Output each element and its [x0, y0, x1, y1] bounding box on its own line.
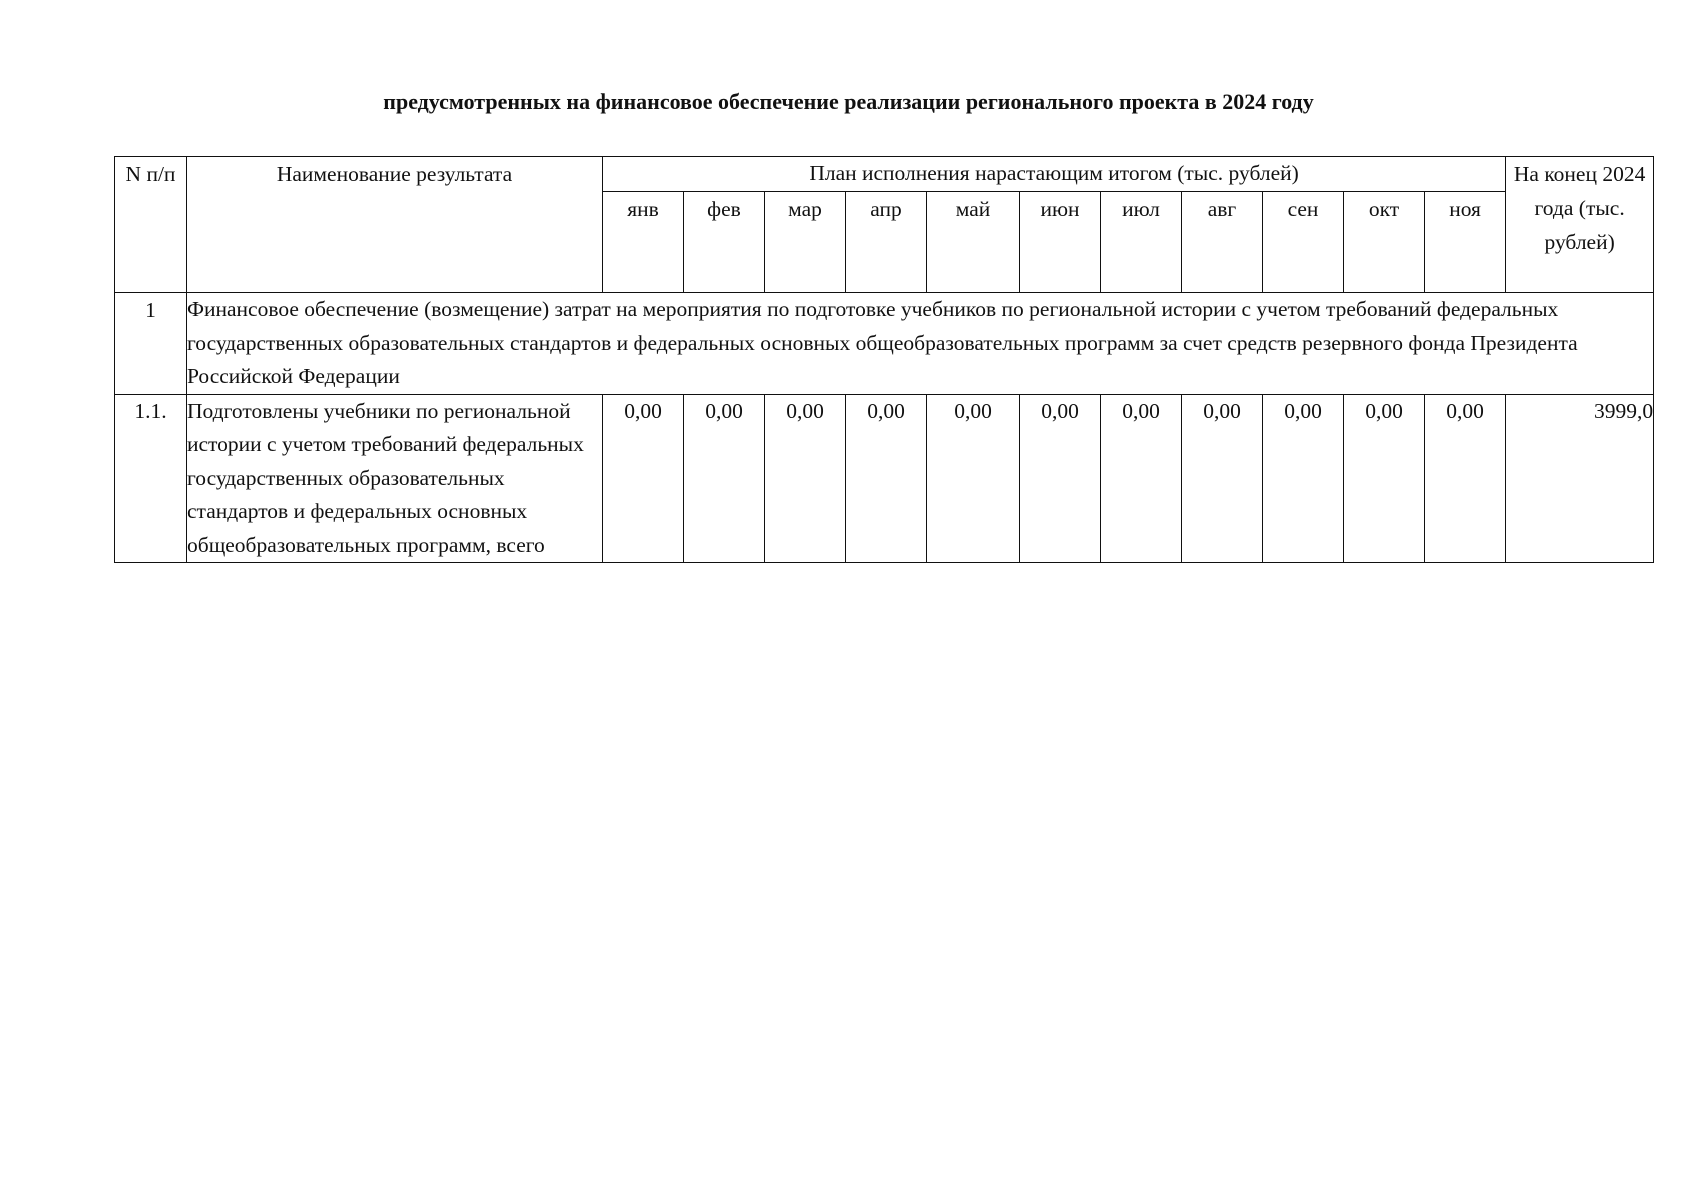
value-jul: 0,00	[1101, 394, 1182, 563]
month-header-jun: июн	[1020, 192, 1101, 293]
value-mar: 0,00	[765, 394, 846, 563]
month-header-jul: июл	[1101, 192, 1182, 293]
section-number: 1	[115, 293, 187, 395]
value-may: 0,00	[927, 394, 1020, 563]
column-header-year-end: На конец 2024 года (тыс. рублей)	[1506, 157, 1654, 293]
value-jan: 0,00	[603, 394, 684, 563]
month-header-jan: янв	[603, 192, 684, 293]
value-jun: 0,00	[1020, 394, 1101, 563]
month-header-aug: авг	[1182, 192, 1263, 293]
table-row	[115, 394, 1654, 563]
section-title: Финансовое обеспечение (возмещение) затрат на мероприятия по подготовке учебников по региональной истории с учетом требований федеральных государственных образовательных стандартов и федеральных основных общеобразовательных программ за счет средств резервного фонда Президента Российской Федерации	[187, 293, 1654, 395]
section-row	[115, 293, 1654, 395]
value-sep: 0,00	[1263, 394, 1344, 563]
value-nov: 0,00	[1425, 394, 1506, 563]
row-result-name: Подготовлены учебники по региональной истории с учетом требований федеральных государственных образовательных стандартов и федеральных основных общеобразовательных программ, всего	[187, 394, 603, 563]
value-oct: 0,00	[1344, 394, 1425, 563]
value-year-end-total: 3999,0	[1506, 394, 1654, 563]
header-row-top	[115, 157, 1654, 192]
column-header-result-name: Наименование результата	[187, 157, 603, 293]
month-header-nov: ноя	[1425, 192, 1506, 293]
month-header-may: май	[927, 192, 1020, 293]
financing-plan-table	[114, 156, 1654, 563]
month-header-sep: сен	[1263, 192, 1344, 293]
month-header-feb: фев	[684, 192, 765, 293]
row-number: 1.1.	[115, 394, 187, 563]
value-apr: 0,00	[846, 394, 927, 563]
value-aug: 0,00	[1182, 394, 1263, 563]
document-heading: предусмотренных на финансовое обеспечение реализации регионального проекта в 2024 году	[383, 89, 1314, 114]
month-header-mar: мар	[765, 192, 846, 293]
month-header-oct: окт	[1344, 192, 1425, 293]
column-header-number: N п/п	[115, 157, 187, 293]
value-feb: 0,00	[684, 394, 765, 563]
month-header-apr: апр	[846, 192, 927, 293]
column-header-plan: План исполнения нарастающим итогом (тыс. рублей)	[603, 157, 1506, 192]
